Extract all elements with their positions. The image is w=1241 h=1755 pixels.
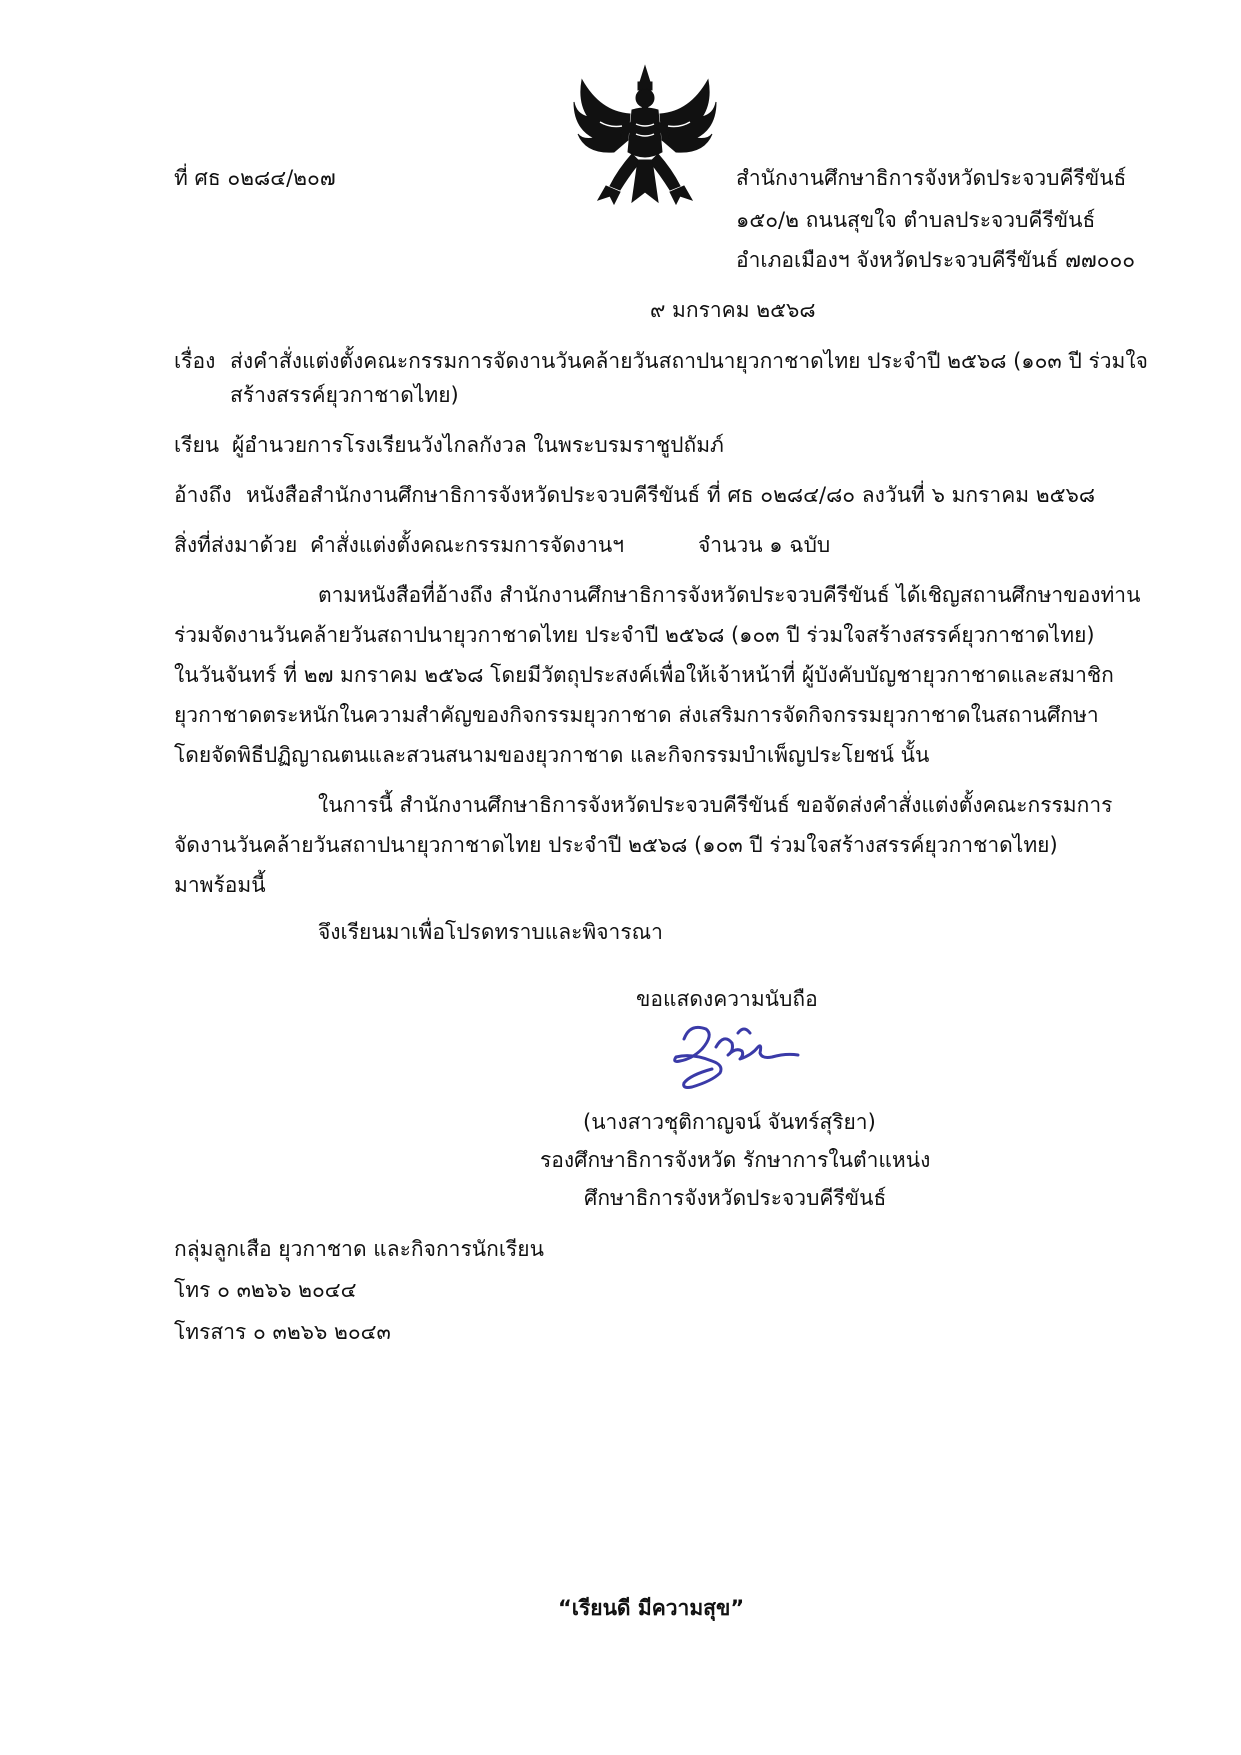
handwritten-signature (662, 1003, 802, 1098)
salutation: ขอแสดงความนับถือ (636, 987, 818, 1011)
subject-label: เรื่อง (174, 349, 216, 373)
para1-line: ตามหนังสือที่อ้างถึง สำนักงานศึกษาธิการจังหวัดประจวบคีรีขันธ์ ได้เชิญสถานศึกษาของท่าน (318, 583, 1141, 607)
enclosure-text: คำสั่งแต่งตั้งคณะกรรมการจัดงานฯ (310, 533, 625, 557)
to-label: เรียน (174, 433, 220, 457)
phone-number: โทร ๐ ๓๒๖๖ ๒๐๔๔ (174, 1278, 357, 1302)
para1-line: ยุวกาชาดตระหนักในความสำคัญของกิจกรรมยุวกาชาด ส่งเสริมการจัดกิจกรรมยุวกาชาดในสถานศึกษา (174, 703, 1099, 727)
reference-label: อ้างถึง (174, 483, 232, 507)
para1-line: โดยจัดพิธีปฏิญาณตนและสวนสนามของยุวกาชาด และกิจกรรมบำเพ็ญประโยชน์ นั้น (174, 743, 930, 767)
signer-name: (นางสาวชุติกาญจน์ จันทร์สุริยา) (583, 1110, 876, 1134)
subject-line2: สร้างสรรค์ยุวกาชาดไทย) (230, 383, 459, 407)
enclosure-quantity: จำนวน ๑ ฉบับ (698, 533, 831, 557)
para2-line: มาพร้อมนี้ (174, 873, 266, 897)
closing-request: จึงเรียนมาเพื่อโปรดทราบและพิจารณา (318, 920, 663, 944)
reference-text: หนังสือสำนักงานศึกษาธิการจังหวัดประจวบคีรีขันธ์ ที่ ศธ ๐๒๘๔/๘๐ ลงวันที่ ๖ มกราคม ๒๕๖๘ (246, 483, 1096, 507)
signer-position-1: รองศึกษาธิการจังหวัด รักษาการในตำแหน่ง (540, 1148, 931, 1172)
office-address-line1: ๑๕๐/๒ ถนนสุขใจ ตำบลประจวบคีรีขันธ์ (736, 208, 1096, 232)
enclosure-label: สิ่งที่ส่งมาด้วย (174, 533, 298, 557)
garuda-emblem-icon (570, 62, 720, 212)
office-address-line2: อำเภอเมืองฯ จังหวัดประจวบคีรีขันธ์ ๗๗๐๐๐ (736, 248, 1136, 272)
reference-number: ที่ ศธ ๐๒๘๔/๒๐๗ (174, 166, 336, 190)
office-name: สำนักงานศึกษาธิการจังหวัดประจวบคีรีขันธ์ (736, 166, 1127, 190)
signer-position-2: ศึกษาธิการจังหวัดประจวบคีรีขันธ์ (584, 1186, 887, 1210)
letter-date: ๙ มกราคม ๒๕๖๘ (650, 298, 816, 322)
fax-number: โทรสาร ๐ ๓๒๖๖ ๒๐๔๓ (174, 1320, 391, 1344)
slogan: “เรียนดี มีความสุข” (558, 1596, 745, 1620)
department-name: กลุ่มลูกเสือ ยุวกาชาด และกิจการนักเรียน (174, 1237, 544, 1261)
para2-line: ในการนี้ สำนักงานศึกษาธิการจังหวัดประจวบคีรีขันธ์ ขอจัดส่งคำสั่งแต่งตั้งคณะกรรมการ (318, 793, 1113, 817)
to-recipient: ผู้อำนวยการโรงเรียนวังไกลกังวล ในพระบรมราชูปถัมภ์ (232, 433, 724, 457)
para1-line: ในวันจันทร์ ที่ ๒๗ มกราคม ๒๕๖๘ โดยมีวัตถุประสงค์เพื่อให้เจ้าหน้าที่ ผู้บังคับบัญชายุวกาชาดและสมาชิก (174, 663, 1114, 687)
subject-line1: ส่งคำสั่งแต่งตั้งคณะกรรมการจัดงานวันคล้ายวันสถาปนายุวกาชาดไทย ประจำปี ๒๕๖๘ (๑๐๓ ปี ร่วมใจ (230, 349, 1148, 373)
para1-line: ร่วมจัดงานวันคล้ายวันสถาปนายุวกาชาดไทย ประจำปี ๒๕๖๘ (๑๐๓ ปี ร่วมใจสร้างสรรค์ยุวกาชาดไทย) (174, 623, 1095, 647)
para2-line: จัดงานวันคล้ายวันสถาปนายุวกาชาดไทย ประจำปี ๒๕๖๘ (๑๐๓ ปี ร่วมใจสร้างสรรค์ยุวกาชาดไทย) (174, 833, 1058, 857)
